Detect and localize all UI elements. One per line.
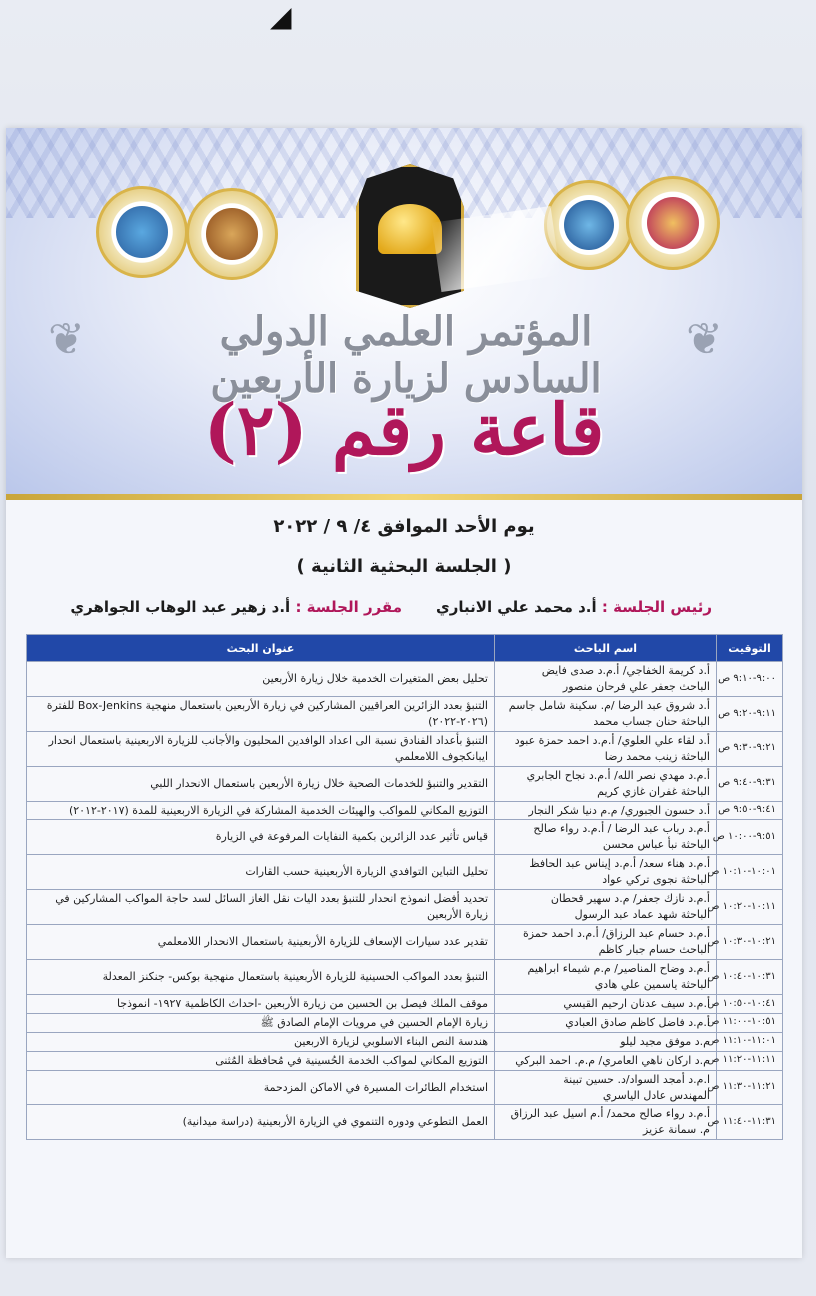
researcher-cell-line: أ.م.د نازك جعفر/ م.د سهير قحطان	[550, 892, 710, 906]
researcher-cell-line: أ.م.د وضاح المناصير/ م.م شيماء ابراهيم	[527, 961, 710, 975]
left-ornament-icon: ❦	[48, 314, 85, 365]
title-cell	[27, 820, 495, 855]
session-chair	[436, 598, 712, 616]
researcher-cell-line: أ.م.د سيف عدنان ارحيم القيسي	[563, 996, 710, 1010]
researcher-cell-line: أ.م.د رواء صالح محمد/ أ.م اسيل عبد الرزاق	[510, 1107, 710, 1121]
title-cell	[27, 662, 495, 697]
time-cell-line: ١١:٠١-١١:١٠ ص	[707, 1035, 776, 1047]
title-cell-line: التوزيع المكاني للمواكب والهيئات الخدمية المشاركة في الزيارة الاربعينية للمدة (٢٠١٧-٢٠١٢)	[68, 803, 488, 817]
researcher-cell-line: الباحثة غفران غازي كريم	[597, 784, 710, 798]
date-line: يوم الأحد الموافق ٤/ ٩ / ٢٠٢٢	[273, 516, 535, 537]
researcher-cell-line: الباحث جعفر علي فرحان منصور	[562, 679, 710, 693]
table-row	[27, 766, 783, 801]
researcher-cell-line: م.د اركان ناهي العامري/ م.م. احمد البركي	[515, 1053, 710, 1067]
time-cell-line: ١١:٣١-١١:٤٠ ص	[707, 1116, 776, 1128]
table-row	[27, 890, 783, 925]
table-row	[27, 731, 783, 766]
time-cell	[717, 731, 783, 766]
session-rapporteur	[70, 598, 402, 616]
time-cell-line: ١١:٢١-١١:٣٠ ص	[707, 1081, 776, 1093]
rapporteur-name: أ.د زهير عبد الوهاب الجواهري	[70, 598, 291, 616]
time-cell-line: ٩:٠٠-٩:١٠ ص	[718, 672, 776, 684]
title-cell	[27, 959, 495, 994]
time-cell	[707, 1013, 783, 1032]
table-row	[27, 855, 783, 890]
rapporteur-label: مقرر الجلسة :	[295, 598, 402, 616]
session-title: ( الجلسة البحثية الثانية )	[296, 556, 512, 577]
title-cell-line: تحديد أفضل انموذج انحدار للتنبؤ بعدد اليات نقل الغاز السائل لسد حاجة المواكب المشاركين في زيارة الأربعين	[55, 892, 488, 922]
right-ornament-icon: ❦	[686, 314, 723, 365]
time-cell-line: ١٠:٥١-١١:٠٠ ص	[707, 1016, 776, 1028]
researcher-cell	[495, 994, 717, 1013]
schedule-table	[26, 634, 783, 1140]
time-cell-line: ١٠:٤١-١٠:٥٠ ص	[707, 997, 776, 1009]
chair-name: أ.د محمد علي الانباري	[436, 598, 597, 616]
researcher-cell	[495, 801, 717, 820]
title-cell-line: التنبؤ بأعداد الفنادق نسبة الى اعداد الوافدين المحليون والأجانب للزيارة الاربعينية باستعمال انحدار ايبانكجوف اللامعلمي	[48, 733, 488, 763]
title-cell-line: التوزيع المكاني لمواكب الخدمة الحُسينية في مُحافظة المُثنى	[215, 1053, 488, 1067]
researcher-cell-line: الباحثة شهد عماد عبد الرسول	[574, 908, 710, 922]
researcher-cell-line: م. سمانة عزيز	[643, 1123, 710, 1137]
time-cell-line: ١١:١١-١١:٢٠ ص	[707, 1054, 776, 1066]
table-row	[27, 925, 783, 960]
time-cell	[707, 855, 783, 890]
time-cell	[717, 696, 783, 731]
table-row	[27, 662, 783, 697]
college-logo	[186, 188, 278, 280]
hanging-hook: ◢	[270, 0, 292, 33]
title-cell	[27, 1070, 495, 1105]
researcher-cell	[495, 1013, 717, 1032]
researcher-cell	[495, 731, 717, 766]
researcher-cell-line: أ.م.د هناء سعد/ أ.م.د إيناس عبد الحافظ	[529, 857, 710, 871]
header-time: التوقيت	[717, 635, 783, 662]
title-cell	[27, 731, 495, 766]
title-cell	[27, 801, 495, 820]
title-cell-line: تحليل بعض المتغيرات الخدمية خلال زيارة الأربعين	[262, 671, 488, 685]
time-cell-line: ٩:٥١-١٠:٠٠ ص	[712, 831, 776, 843]
researcher-cell-line: أ.م.د فاضل كاظم صادق العبادي	[565, 1015, 710, 1029]
time-cell-line: ٩:٤١-٩:٥٠ ص	[718, 804, 776, 816]
table-row	[27, 801, 783, 820]
table-row	[27, 959, 783, 994]
time-cell	[707, 925, 783, 960]
researcher-cell	[495, 1051, 717, 1070]
researcher-cell-line: الباحثة نجوى تركي عواد	[602, 873, 710, 887]
table-row	[27, 820, 783, 855]
researcher-cell	[495, 696, 717, 731]
researcher-cell-line: أ.د كريمة الخفاجي/ أ.م.د صدى فايض	[541, 664, 710, 677]
title-cell	[27, 925, 495, 960]
table-row	[27, 994, 783, 1013]
conference-title: المؤتمر العلمي الدولي السادس لزيارة الأربعين	[210, 308, 602, 402]
header-title: عنوان البحث	[27, 635, 495, 662]
table-header-row	[27, 635, 783, 662]
table-row	[27, 1013, 783, 1032]
researcher-cell-line: الباحثة نبأ عباس محسن	[602, 838, 710, 852]
title-cell-line: التنبؤ بعدد الزائرين العراقيين المشاركين في زيارة الأربعين باستعمال منهجية Box-Jenkins للفترة (٢٠٢٦-٢٠٢٢)	[46, 698, 488, 728]
holy-shrine-logo	[626, 176, 720, 270]
researcher-cell-line: أ.د حسون الجبوري/ م.م دنيا شكر النجار	[528, 803, 710, 817]
time-cell-line: ٩:٢١-٩:٣٠ ص	[718, 742, 776, 754]
time-cell	[717, 662, 783, 697]
time-cell	[707, 994, 783, 1013]
time-cell	[717, 766, 783, 801]
researcher-cell-line: الباحثة زينب محمد رضا	[604, 749, 710, 763]
researcher-cell	[495, 890, 717, 925]
researcher-cell	[495, 1070, 717, 1105]
researcher-cell	[495, 1105, 717, 1140]
title-cell-line: العمل التطوعي ودوره التنموي في الزيارة الأربعينية (دراسة ميدانية)	[182, 1115, 488, 1129]
researcher-cell-line: ا.م.د أمجد السواد/د. حسين تبينة	[563, 1072, 710, 1086]
researcher-cell-line: أ.م.د رباب عبد الرضا / أ.م.د رواء صالح	[533, 822, 710, 836]
title-cell-line: استخدام الطائرات المسيرة في الاماكن المزدحمة	[263, 1080, 488, 1094]
time-cell-line: ٩:١١-٩:٢٠ ص	[718, 707, 776, 719]
title-cell-line: تقدير عدد سيارات الإسعاف للزيارة الأربعينية باستعمال الانحدار اللامعلمي	[157, 935, 488, 949]
table-row	[27, 1032, 783, 1051]
title-cell-line: قياس تأثير عدد الزائرين بكمية النفايات المرفوعة في الزيارة	[215, 830, 488, 844]
hall-title: قاعة رقم (٢)	[203, 388, 605, 471]
researcher-cell-line: أ.د لقاء علي العلوي/ أ.م.د احمد حمزة عبود	[514, 733, 710, 747]
researcher-cell	[495, 820, 717, 855]
time-cell-line: ١٠:١١-١٠:٢٠ ص	[707, 900, 776, 912]
researcher-cell-line: أ.د شروق عبد الرضا /م. سكينة شامل جاسم	[508, 698, 710, 712]
researcher-cell-line: أ.م.د مهدي نصر الله/ أ.م.د نجاح الجابري	[526, 768, 710, 782]
time-cell	[707, 1051, 783, 1070]
header-researcher: اسم الباحث	[495, 635, 717, 662]
title-cell-line: التنبؤ بعدد المواكب الحسينية للزيارة الأربعينية باستعمال منهجية بوكس- جنكنز المعدلة	[102, 969, 488, 983]
time-cell-line: ١٠:٣١-١٠:٤٠ ص	[707, 970, 776, 982]
time-cell	[707, 1032, 783, 1051]
table-row	[27, 1051, 783, 1070]
title-cell	[27, 1051, 495, 1070]
poster	[6, 128, 802, 1258]
chair-label: رئيس الجلسة :	[601, 598, 712, 616]
researcher-cell-line: الباحث حسام جبار كاظم	[598, 943, 710, 956]
title-cell-line: التقدير والتنبؤ للخدمات الصحية خلال زيارة الأربعين باستعمال الانحدار اللبي	[150, 776, 488, 790]
table-row	[27, 696, 783, 731]
header-banner	[6, 128, 802, 500]
researcher-cell	[495, 662, 717, 697]
time-cell	[707, 959, 783, 994]
researcher-cell	[495, 1032, 717, 1051]
title-cell	[27, 994, 495, 1013]
university-logo-1	[96, 186, 188, 278]
researcher-cell	[495, 855, 717, 890]
time-cell-line: ١٠:٢١-١٠:٣٠ ص	[707, 935, 776, 947]
gold-divider	[6, 494, 802, 500]
time-cell	[707, 1105, 783, 1140]
researcher-cell-line: الباحثة حنان جساب محمد	[593, 714, 710, 728]
researcher-cell-line: المهندس عادل الياسري	[602, 1088, 710, 1102]
researcher-cell	[495, 959, 717, 994]
title-cell-line: موقف الملك فيصل بن الحسين من زيارة الأربعين -احداث الكاظمية ١٩٢٧- انموذجا	[116, 996, 488, 1010]
researcher-cell	[495, 925, 717, 960]
title-cell	[27, 855, 495, 890]
title-cell-line: تحليل التباين التوافدي الزيارة الأربعينية حسب القارات	[245, 865, 488, 879]
title-cell-line: هندسة النص البناء الاسلوبي لزيارة الاربعين	[294, 1034, 488, 1048]
title-cell	[27, 1105, 495, 1140]
schedule-body	[27, 662, 783, 1140]
time-cell-line: ١٠:٠١-١٠:١٠ ص	[707, 866, 776, 877]
time-cell-line: ٩:٣١-٩:٤٠ ص	[718, 777, 776, 789]
table-row	[27, 1105, 783, 1140]
title-cell	[27, 890, 495, 925]
time-cell	[712, 820, 783, 855]
title-cell	[27, 1013, 495, 1032]
time-cell	[707, 890, 783, 925]
time-cell	[707, 1070, 783, 1105]
title-cell	[27, 696, 495, 731]
time-cell	[717, 801, 783, 820]
table-row	[27, 1070, 783, 1105]
researcher-cell	[495, 766, 717, 801]
researcher-cell-line: الباحثة ياسمين علي هادي	[594, 977, 710, 991]
researcher-cell-line: أ.م.د حسام عبد الرزاق/ أ.م.د احمد حمزة	[523, 927, 710, 941]
researcher-cell-line: م.د موفق مجيد ليلو	[620, 1034, 710, 1048]
title-cell	[27, 1032, 495, 1051]
title-cell-line: زيارة الإمام الحسين في مرويات الإمام الصادق ﷺ	[260, 1015, 488, 1029]
title-cell	[27, 766, 495, 801]
